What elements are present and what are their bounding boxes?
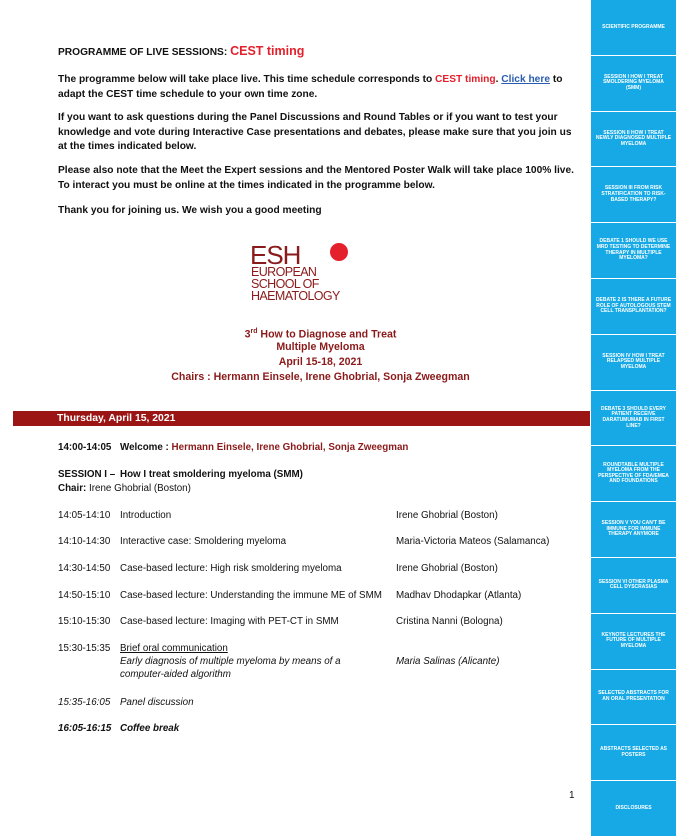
oral-communication-row (58, 642, 583, 684)
session-title: How I treat smoldering myeloma (SMM) (120, 469, 303, 480)
sidebar-item-session-4[interactable]: SESSION IV HOW I TREAT RELAPSED MULTIPLE MYELOMA (591, 335, 676, 390)
logo-dot (330, 243, 348, 261)
welcome-names: Hermann Einsele, Irene Ghobrial, Sonja Zweegman (171, 442, 409, 453)
coffee-time: 16:05-16:15 (58, 723, 112, 734)
session-id: SESSION I – (58, 469, 116, 480)
sidebar-item-session-5[interactable]: SESSION V YOU CAN'T BE IMMUNE FOR IMMUNE THERAPY ANYMORE (591, 502, 676, 557)
event-title-rest: How to Diagnose and Treat (257, 328, 397, 341)
sidebar-nav (591, 0, 676, 836)
intro-paragraph-3: Please also note that the Meet the Expert sessions and the Mentored Poster Walk will take place 100% live. To interact you must be online at the times indicated in the programme below. (58, 165, 574, 191)
intro-paragraph-4: Thank you for joining us. We wish you a good meeting (58, 205, 322, 216)
programme-heading (58, 44, 583, 61)
row-time: 15:10-15:30 (58, 616, 111, 627)
panel-time: 15:35-16:05 (58, 697, 111, 708)
oral-label: Brief oral communication (120, 643, 228, 654)
sidebar-item-session-1[interactable]: SESSION I HOW I TREAT SMOLDERING MYELOMA (SMM) (591, 56, 676, 111)
welcome-label: Welcome : (120, 442, 172, 453)
page-number: 1 (569, 790, 575, 801)
p1-text-c: to adapt the CEST time schedule to your own time zone. (58, 74, 563, 100)
event-subtitle: Multiple Myeloma (276, 341, 365, 353)
sidebar-item-selected-abstracts[interactable]: SELECTED ABSTRACTS FOR AN ORAL PRESENTATION (591, 670, 676, 725)
oral-time: 15:30-15:35 (58, 643, 111, 654)
day-header (13, 411, 590, 426)
intro-paragraph-2: If you want to ask questions during the Panel Discussions and Round Tables or if you want to test your knowledge and vote during Interactive Case presentations and debates, please make sure that you join us at the times indicated below. (58, 112, 572, 153)
oral-speaker: Maria Salinas (Alicante) (396, 656, 500, 667)
row-time: 14:10-14:30 (58, 536, 111, 547)
row-title: Case-based lecture: Understanding the immune ME of SMM (120, 590, 382, 601)
session-chair (58, 482, 583, 495)
esh-logo (250, 240, 360, 306)
row-title: Introduction (120, 510, 172, 521)
chair-label: Chair: (58, 483, 87, 494)
logo-line-3: HAEMATOLOGY (251, 289, 340, 303)
row-speaker: Maria-Victoria Mateos (Salamanca) (396, 536, 550, 547)
event-dates: April 15-18, 2021 (278, 356, 363, 368)
sidebar-item-session-6[interactable]: SESSION VI OTHER PLASMA CELL DYSCRASIAS (591, 558, 676, 613)
sidebar-item-abstracts-posters[interactable]: ABSTRACTS SELECTED AS POSTERS (591, 725, 676, 780)
row-time: 14:05-14:10 (58, 510, 111, 521)
logo-esh: ESH (250, 240, 301, 270)
session-header (58, 468, 583, 481)
row-time: 14:50-15:10 (58, 590, 111, 601)
row-time: 14:30-14:50 (58, 563, 111, 574)
coffee-title: Coffee break (120, 723, 180, 734)
row-title: Case-based lecture: Imaging with PET-CT in SMM (120, 616, 339, 627)
logo-line-1: EUROPEAN (251, 265, 317, 279)
day-label: Thursday, April 15, 2021 (57, 413, 176, 424)
panel-title: Panel discussion (120, 697, 194, 708)
sidebar-item-roundtable[interactable]: ROUNDTABLE MULTIPLE MYELOMA FROM THE PERSPECTIVE OF FDA/EMEA AND FOUNDATIONS (591, 446, 676, 501)
row-speaker: Cristina Nanni (Bologna) (396, 616, 503, 627)
p1-cest: CEST timing (435, 74, 496, 85)
sidebar-item-session-2[interactable]: SESSION II HOW I TREAT NEWLY DIAGNOSED MULTIPLE MYELOMA (591, 112, 676, 167)
sidebar-item-scientific-programme[interactable]: SCIENTIFIC PROGRAMME (591, 0, 676, 55)
row-speaker: Irene Ghobrial (Boston) (396, 510, 498, 521)
row-speaker: Irene Ghobrial (Boston) (396, 563, 498, 574)
sidebar-item-disclosures[interactable]: DISCLOSURES (591, 781, 676, 836)
event-number: 3 (244, 328, 251, 341)
sidebar-item-keynote-lectures[interactable]: KEYNOTE LECTURES THE FUTURE OF MULTIPLE MYELOMA (591, 614, 676, 669)
row-title: Case-based lecture: High risk smoldering myeloma (120, 563, 342, 574)
oral-title: Early diagnosis of multiple myeloma by means of a computer-aided algorithm (120, 656, 341, 680)
row-title: Interactive case: Smoldering myeloma (120, 536, 287, 547)
welcome-text (120, 441, 580, 454)
sidebar-item-debate-1[interactable]: DEBATE 1 SHOULD WE USE MRD TESTING TO DETERMINE THERAPY IN MULTIPLE MYELOMA? (591, 223, 676, 278)
sidebar-item-debate-3[interactable]: DEBATE 3 SHOULD EVERY PATIENT RECEIVE DARATUMUMAB IN FIRST LINE? (591, 391, 676, 446)
heading-text: PROGRAMME OF LIVE SESSIONS: (58, 47, 231, 58)
p1-text-a: The programme below will take place live. This time schedule corresponds to (58, 74, 436, 85)
event-chairs: Chairs : Hermann Einsele, Irene Ghobrial, Sonja Zweegman (171, 371, 470, 383)
intro-paragraph-1 (58, 73, 583, 102)
heading-cest-timing: CEST timing (230, 44, 305, 58)
sidebar-item-debate-2[interactable]: DEBATE 2 IS THERE A FUTURE ROLE OF AUTOLOGOUS STEM CELL TRANSPLANTATION? (591, 279, 676, 334)
row-speaker: Madhav Dhodapkar (Atlanta) (396, 590, 522, 601)
event-sup: rd (250, 328, 258, 335)
welcome-time: 14:00-14:05 (58, 442, 112, 453)
p1-text-b: . (495, 74, 502, 85)
sidebar-item-session-3[interactable]: SESSION III FROM RISK STRATIFICATION TO RISK-BASED THERAPY? (591, 167, 676, 222)
logo-line-2: SCHOOL OF (251, 277, 319, 291)
click-here-link[interactable]: Click here (501, 74, 550, 85)
chair-name: Irene Ghobrial (Boston) (86, 483, 191, 494)
